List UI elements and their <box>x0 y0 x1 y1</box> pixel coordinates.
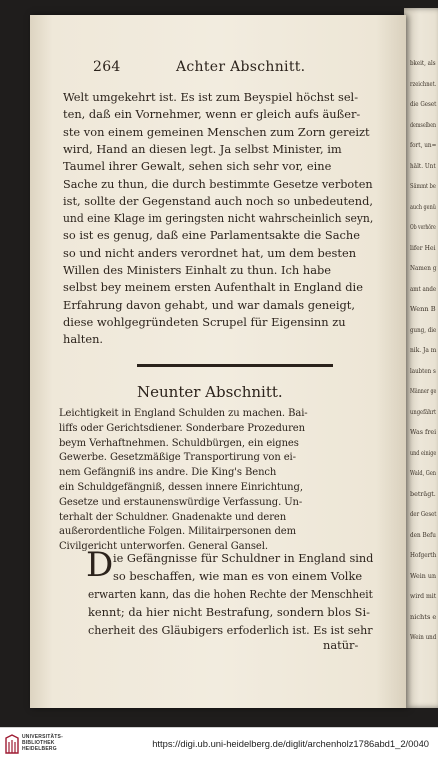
body-line: Willen des Ministers Einhalt zu thun. Ich habe <box>63 263 332 277</box>
adjacent-page-line: Ob verhöre <box>410 223 436 231</box>
body-line: und eine Klage im geringsten nicht wahrscheinlich seyn, <box>63 211 374 226</box>
body-line: ten, daß ein Vornehmer, wenn er gleich aufs äußer- <box>63 107 361 122</box>
adjacent-page-line: den Befu <box>410 530 436 539</box>
summary-line: Leichtigkeit in England Schulden zu machen. Bai- <box>59 408 308 419</box>
running-head: Achter Abschnitt. <box>176 59 306 75</box>
adjacent-page-line: beträgt. <box>410 489 436 498</box>
paragraph-line: so beschaffen, wie man es von einem Volke <box>113 568 363 583</box>
body-line: halten. <box>63 332 104 347</box>
body-line: diese wohlgegründeten Scrupel für Eigensinn zu <box>63 314 346 329</box>
adjacent-page-line: demselben <box>410 120 437 129</box>
adjacent-page-line: Was frei <box>410 428 437 436</box>
summary-line: nem Gefängniß ins andre. Die King's Bench <box>59 467 277 479</box>
adjacent-page-line: ungefährt <box>410 407 437 416</box>
adjacent-page-line: laubten s <box>410 366 436 375</box>
body-line: ste von einem gemeinen Menschen zum Zorn gereizt <box>63 124 370 139</box>
permalink-url[interactable]: https://digi.ub.uni-heidelberg.de/diglit/archenholz1786abd1_2/0040 <box>152 738 429 749</box>
body-line: Sache zu thun, die durch bestimmte Gesetze verboten <box>63 176 373 191</box>
summary-line: liffs oder Gerichtsdiener. Sonderbare Prozeduren <box>59 422 305 434</box>
catchword: natür- <box>323 638 359 652</box>
body-line: Erfahrung davon gehabt, und war damals geneigt, <box>63 297 355 312</box>
page-number: 264 <box>93 59 121 75</box>
summary-line: ein Schuldgefängniß, dessen innere Einrichtung, <box>59 482 303 493</box>
adjacent-page-line: Männer ge <box>410 387 437 395</box>
logo-line-3: HEIDELBERG <box>22 746 57 752</box>
adjacent-page-line: Wein und <box>410 633 437 641</box>
adjacent-page-line: nichts e <box>410 612 437 621</box>
body-line: selbst bey meinem ersten Aufenthalt in England die <box>63 280 363 295</box>
body-line: so ist es genug, daß eine Parlamentsakte die Sache <box>63 228 360 243</box>
adjacent-page-line: nik. Ja m <box>410 346 437 354</box>
adjacent-page-line: Wein un <box>410 571 437 580</box>
drop-cap: D <box>86 545 114 585</box>
adjacent-page-line: rzeichnet. <box>410 79 437 88</box>
body-line: Taumel ihrer Gewalt, sehen sich sehr vor, eine <box>63 159 332 174</box>
paragraph-line: ie Gefängnisse für Schuldner in England sind <box>113 551 374 565</box>
adjacent-page-line: amt ande <box>410 284 437 293</box>
section-divider <box>137 364 333 367</box>
summary-line: terhalt der Schuldner. Gnadenakte und deren <box>59 511 287 523</box>
summary-line: Civilgericht unterworfen. General Gansel. <box>59 541 268 553</box>
adjacent-page-line: hält. Unt <box>410 161 436 170</box>
paragraph-line: kennt; da hier nicht Bestrafung, sondern blos Si- <box>88 604 370 619</box>
section-heading: Neunter Abschnitt. <box>137 383 283 401</box>
adjacent-page-line: und einige <box>410 448 437 457</box>
summary-line: Gewerbe. Gesetzmäßige Transportirung von ei- <box>59 452 296 464</box>
adjacent-page-line: Wald, Gen <box>410 469 437 477</box>
library-logo-icon <box>5 734 19 754</box>
summary-line: Gesetze und erstaunenswürdige Verfassung. Un- <box>59 496 303 508</box>
summary-line: beym Verhaftnehmen. Schuldbürgen, ein eignes <box>59 437 299 449</box>
logo-line-1: UNIVERSITÄTS- <box>22 734 63 740</box>
adjacent-page-line: gung, die <box>410 325 437 334</box>
body-line: Welt umgekehrt ist. Es ist zum Beyspiel höchst sel- <box>63 90 359 104</box>
adjacent-page-line: wird mit <box>410 592 437 600</box>
adjacent-page-line: die Geset <box>410 100 437 108</box>
body-line: so und nicht anders verordnet hat, um dem besten <box>63 245 357 260</box>
viewer-footer <box>0 727 438 760</box>
paragraph-line: cherheit des Gläubigers erfoderlich ist. Es ist sehr <box>88 622 373 637</box>
adjacent-page-line: fort, un= <box>410 141 437 149</box>
adjacent-page <box>404 8 438 708</box>
adjacent-page-line: auch genü <box>410 202 436 211</box>
adjacent-page-line: der Geset <box>410 510 437 518</box>
adjacent-page-line: lifer Hei <box>410 243 436 252</box>
adjacent-page-line: Wenn B <box>410 305 436 313</box>
adjacent-page-line: bkeit, als <box>410 59 436 67</box>
adjacent-page-line: Sämmt be <box>410 182 436 190</box>
adjacent-page-line: Namen g <box>410 264 437 272</box>
body-line: ist, sollte der Gegenstand auch noch so unbedeutend, <box>63 193 373 208</box>
summary-line: außerordentliche Folgen. Militairpersonen dem <box>59 526 296 538</box>
logo-line-2: BIBLIOTHEK <box>22 740 55 746</box>
paragraph-line: erwarten kann, das die hohen Rechte der Menschheit <box>88 586 373 601</box>
body-line: wird, Hand an diesen legt. Ja selbst Minister, im <box>63 141 342 156</box>
adjacent-page-line: Hofgerth <box>410 551 437 559</box>
